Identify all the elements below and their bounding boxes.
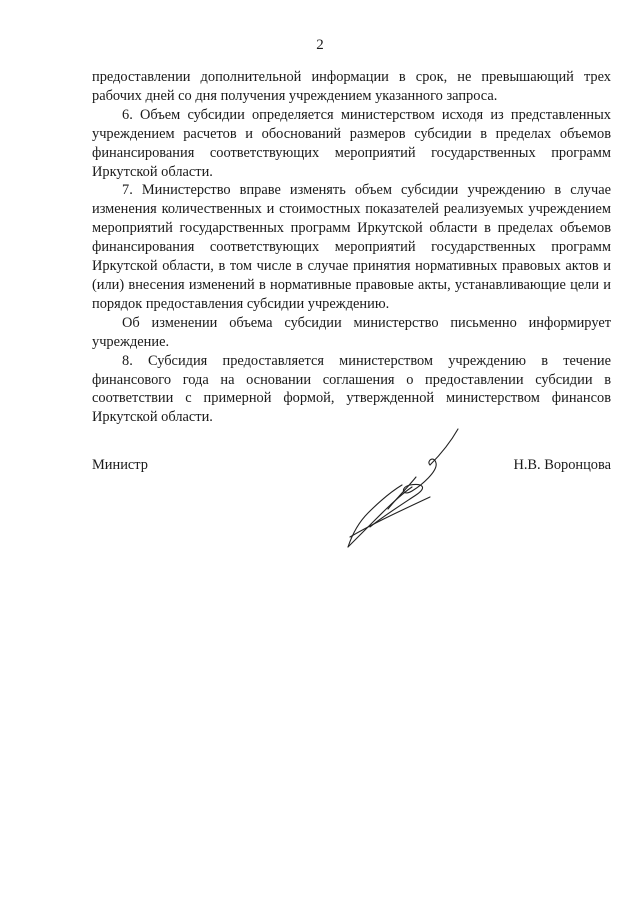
paragraph-8: 8. Субсидия предоставляется министерством учреждению в течение финансового года на основании соглашения о предоставлении субсидии в соответствии с примерной формой, утвержденной министерством финансов Иркутской области.: [92, 352, 611, 426]
paragraph-6: 6. Объем субсидии определяется министерством исходя из представленных учреждением расчетов и обоснований размеров субсидии в пределах объемов финансирования соответствующих мероприятий государственных программ Иркутской области.: [92, 106, 611, 180]
handwritten-signature: [330, 425, 470, 555]
signatory-name: Н.В. Воронцова: [513, 457, 611, 473]
page-number: 2: [316, 37, 324, 53]
paragraph-continuation: предоставлении дополнительной информации в срок, не превышающий трех рабочих дней со дня получения учреждением указанного запроса.: [92, 69, 611, 104]
paragraph-7-note: Об изменении объема субсидии министерство письменно информирует учреждение.: [92, 314, 611, 350]
paragraph-7: 7. Министерство вправе изменять объем субсидии учреждению в случае изменения количественных и стоимостных показателей реализуемых учреждением мероприятий государственных программ Иркутской области в пределах объемов финансирования соответствующих мероприятий государственных программ Иркутской области, в том числе в случае принятия нормативных правовых актов и (или) внесения изменений в нормативные правовые акты, устанавливающие цели и порядок предоставления субсидии учреждению.: [92, 182, 611, 312]
signatory-title: Министр: [92, 457, 148, 473]
document-body: [92, 68, 611, 427]
